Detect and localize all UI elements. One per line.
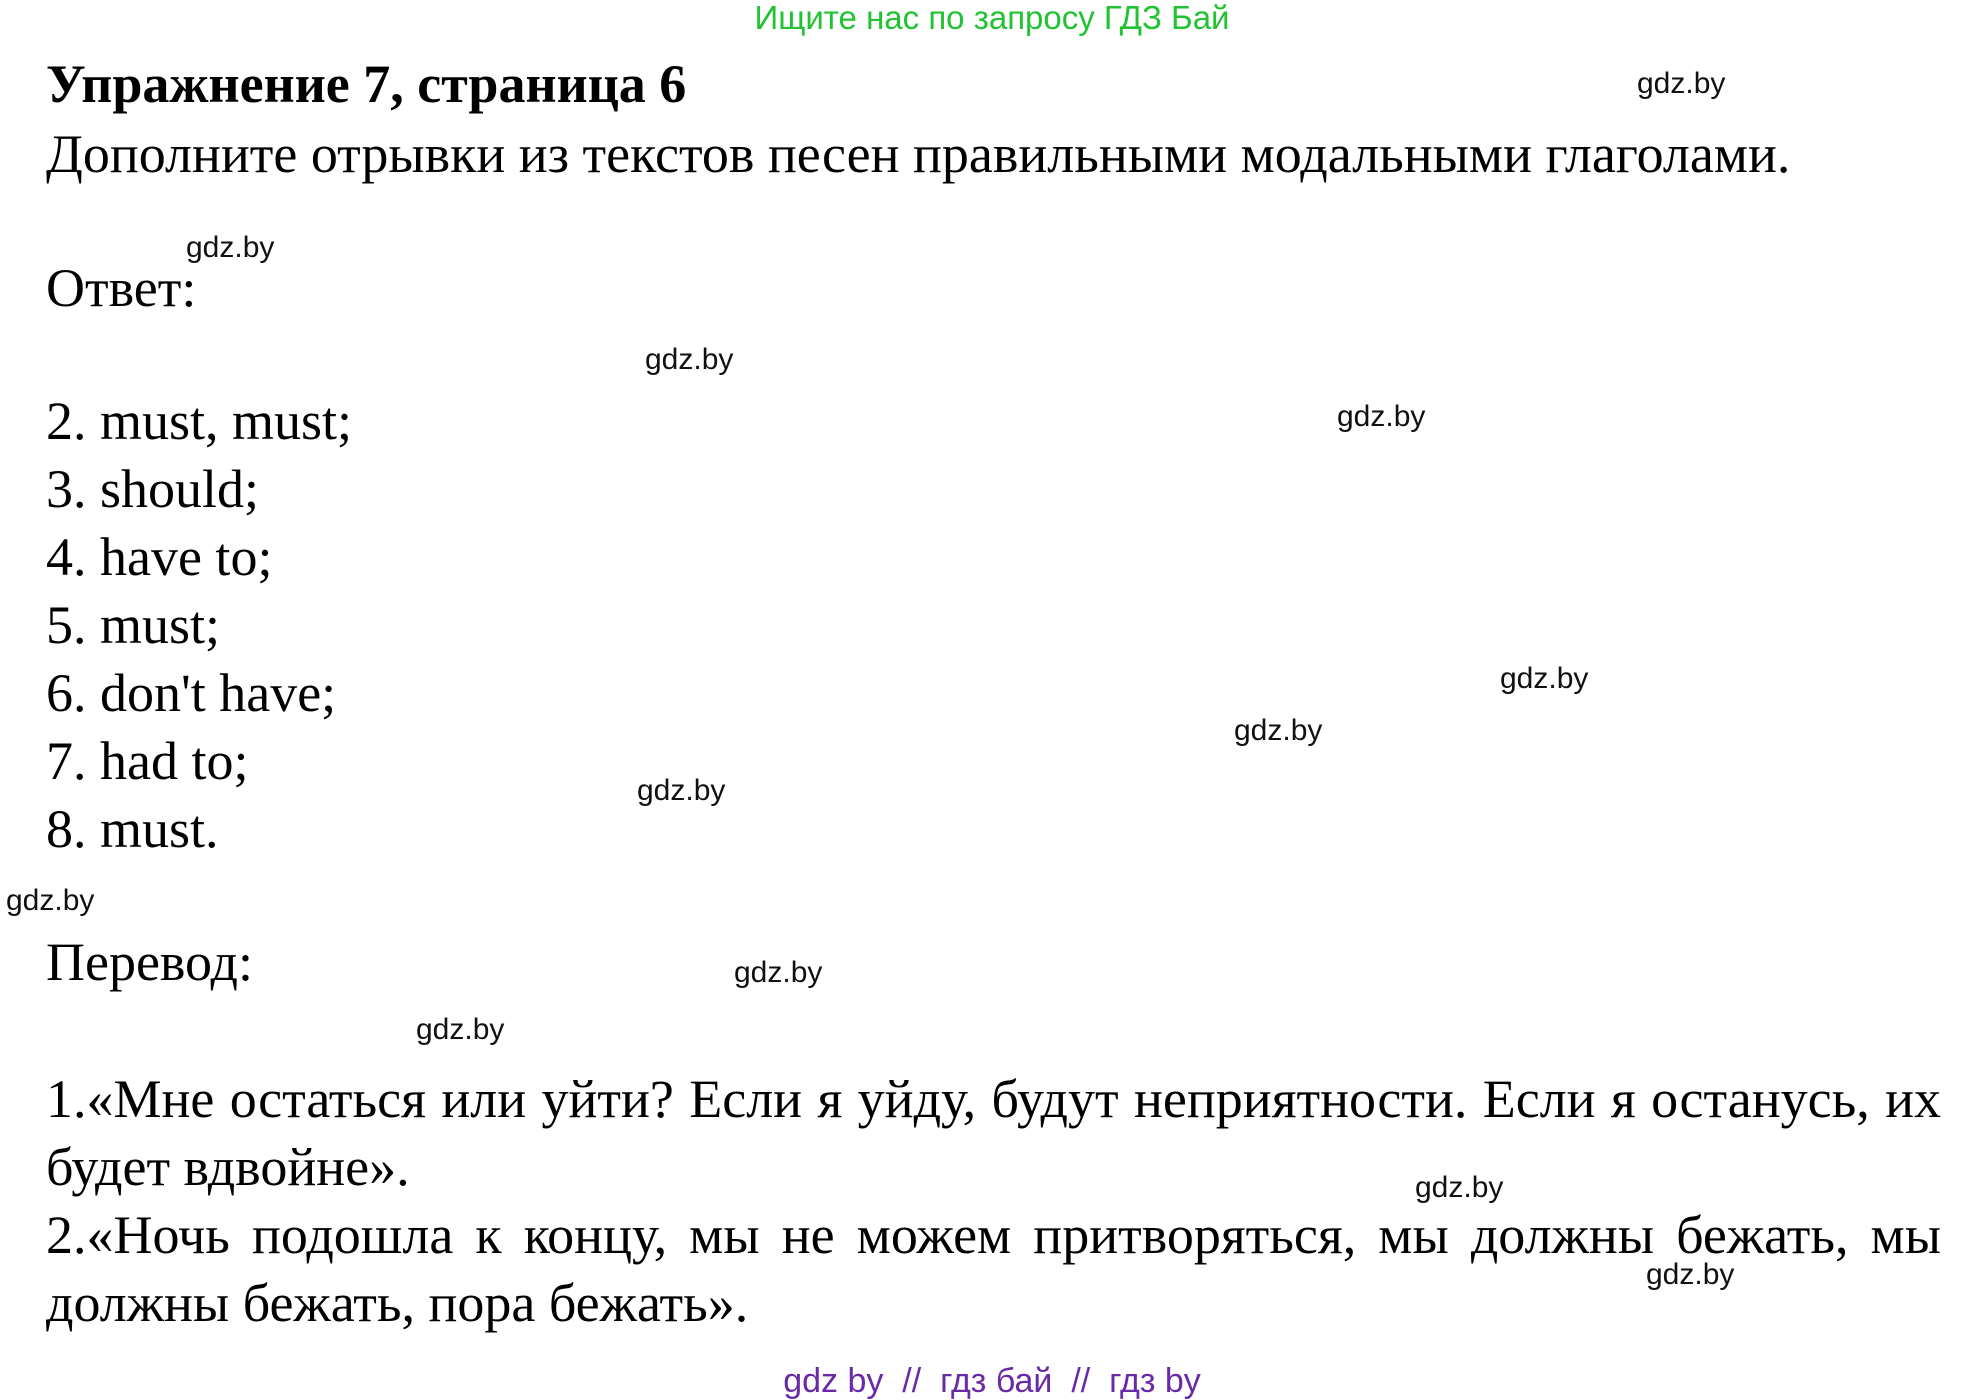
- watermark: gdz.by: [186, 231, 275, 264]
- watermark: gdz.by: [1500, 662, 1589, 695]
- answer-item: 6. don't have;: [46, 663, 337, 723]
- answer-item: 4. have to;: [46, 527, 273, 587]
- answer-label: Ответ:: [46, 258, 197, 318]
- watermark: gdz.by: [1337, 400, 1426, 433]
- translation-paragraph: 2.«Ночь подошла к концу, мы не можем притворяться, мы должны бежать, мы должны бежать, пора бежать».: [46, 1205, 1941, 1333]
- watermark: gdz.by: [1234, 714, 1323, 747]
- watermark: gdz.by: [1415, 1171, 1504, 1204]
- answer-item: 3. should;: [46, 459, 260, 519]
- watermark: gdz.by: [734, 956, 823, 989]
- search-hint-banner: Ищите нас по запросу ГДЗ Бай: [754, 0, 1230, 36]
- watermark: gdz.by: [1646, 1258, 1735, 1291]
- answer-list: [46, 387, 352, 863]
- answer-item: 7. had to;: [46, 731, 249, 791]
- task-instruction: Дополните отрывки из текстов песен правильными модальными глаголами.: [46, 124, 1791, 184]
- translation-block: [46, 1065, 1941, 1337]
- watermark: gdz.by: [1637, 67, 1726, 100]
- watermark: gdz.by: [645, 343, 734, 376]
- translation-paragraph: 1.«Мне остаться или уйти? Если я уйду, будут неприятности. Если я останусь, их будет вдвойне».: [46, 1069, 1941, 1197]
- answer-item: 2. must, must;: [46, 391, 353, 451]
- watermark: gdz.by: [416, 1013, 505, 1046]
- translation-label: Перевод:: [46, 932, 253, 992]
- answer-item: 5. must;: [46, 595, 221, 655]
- answer-item: 8. must.: [46, 799, 219, 859]
- footer-watermark: gdz by // гдз бай // гдз by: [783, 1362, 1201, 1400]
- watermark: gdz.by: [6, 884, 95, 917]
- page-title: Упражнение 7, страница 6: [46, 54, 687, 114]
- watermark: gdz.by: [637, 774, 726, 807]
